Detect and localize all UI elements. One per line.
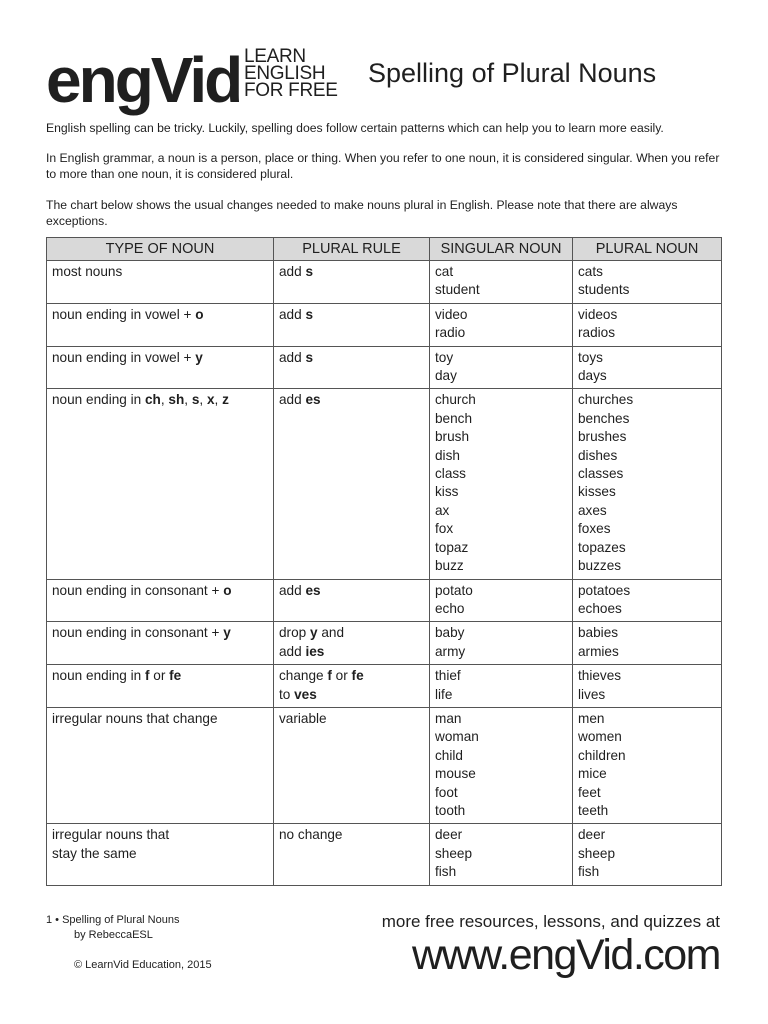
copyright-line: © LearnVid Education, 2015	[74, 959, 212, 971]
singular-nouns-cell	[430, 824, 573, 885]
noun-word: echoes	[578, 600, 622, 616]
noun-word: man	[435, 710, 462, 726]
plural-nouns-cell	[573, 261, 722, 304]
noun-word: brushes	[578, 429, 627, 445]
noun-word: feet	[578, 784, 601, 800]
intro-paragraph: In English grammar, a noun is a person, place or thing. When you refer to one noun, it is considered singular. When you refer to more than one noun, it is considered plural.	[46, 151, 720, 181]
plural-rule-cell: add s	[274, 303, 430, 346]
noun-word: cats	[578, 264, 603, 279]
noun-word: sheep	[435, 845, 473, 861]
noun-word: class	[435, 466, 466, 482]
noun-word: lives	[578, 686, 606, 702]
noun-word: fish	[435, 864, 457, 880]
noun-word: thief	[435, 668, 461, 684]
plural-rule-cell: drop y and add ies	[274, 622, 430, 665]
engvid-logo: engVid	[46, 44, 241, 116]
plural-nouns-cell	[573, 346, 722, 389]
noun-word: topazes	[578, 539, 626, 555]
noun-word: baby	[435, 625, 465, 641]
noun-word: army	[435, 643, 466, 659]
noun-type-cell: noun ending in ch, sh, s, x, z	[47, 389, 274, 579]
tagline-line: ENGLISH	[244, 63, 326, 84]
noun-word: deer	[578, 827, 606, 843]
noun-word: toys	[578, 349, 603, 365]
plural-rule-cell: add es	[274, 579, 430, 622]
noun-word: radio	[435, 325, 466, 341]
plural-nouns-cell	[573, 303, 722, 346]
noun-word: student	[435, 282, 480, 298]
noun-word: mouse	[435, 766, 476, 782]
tagline-line: LEARN	[244, 46, 306, 67]
noun-word: ax	[435, 502, 450, 518]
logo-tagline	[244, 48, 338, 99]
noun-word: church	[435, 392, 476, 408]
footer-promo	[382, 912, 720, 978]
noun-type-cell: noun ending in consonant + o	[47, 579, 274, 622]
noun-word: benches	[578, 410, 630, 426]
noun-type-cell: most nouns	[47, 261, 274, 304]
plural-nouns-cell	[573, 389, 722, 579]
noun-type-cell: irregular nouns that stay the same	[47, 824, 274, 885]
column-header: PLURAL NOUN	[573, 238, 722, 261]
table-row	[47, 622, 722, 665]
noun-word: fox	[435, 521, 454, 537]
noun-word: days	[578, 368, 607, 384]
noun-word: foot	[435, 784, 458, 800]
noun-word: children	[578, 747, 626, 763]
plural-nouns-cell	[573, 824, 722, 885]
plural-rule-cell: change f or fe to ves	[274, 665, 430, 708]
noun-word: topaz	[435, 539, 469, 555]
singular-nouns-cell	[430, 346, 573, 389]
noun-word: dishes	[578, 447, 618, 463]
noun-word: students	[578, 282, 630, 298]
plural-rule-cell: add s	[274, 346, 430, 389]
noun-word: fish	[578, 864, 600, 880]
noun-word: buzz	[435, 558, 464, 574]
plural-rule-cell: add s	[274, 261, 430, 304]
noun-word: potatoes	[578, 582, 631, 598]
noun-type-cell: noun ending in vowel + o	[47, 303, 274, 346]
plural-rule-cell: no change	[274, 824, 430, 885]
noun-word: churches	[578, 392, 634, 408]
noun-word: brush	[435, 429, 470, 445]
plural-rules-table	[46, 237, 722, 886]
noun-word: bench	[435, 410, 473, 426]
noun-word: sheep	[578, 845, 616, 861]
noun-word: kisses	[578, 484, 616, 500]
table-row	[47, 346, 722, 389]
noun-type-cell: irregular nouns that change	[47, 707, 274, 823]
noun-type-cell: noun ending in vowel + y	[47, 346, 274, 389]
promo-text: more free resources, lessons, and quizzes at	[381, 912, 720, 931]
noun-word: potato	[435, 582, 473, 598]
singular-nouns-cell	[430, 579, 573, 622]
noun-word: babies	[578, 625, 619, 641]
noun-word: child	[435, 747, 463, 763]
table-row	[47, 824, 722, 885]
table-row	[47, 707, 722, 823]
plural-nouns-cell	[573, 579, 722, 622]
footer-credits	[46, 913, 212, 973]
noun-word: day	[435, 368, 457, 384]
singular-nouns-cell	[430, 261, 573, 304]
page-number-line: 1 • Spelling of Plural Nouns	[46, 914, 180, 926]
table-row	[47, 303, 722, 346]
noun-word: women	[578, 729, 622, 745]
singular-nouns-cell	[430, 707, 573, 823]
table-header-row	[47, 238, 722, 261]
table-row	[47, 579, 722, 622]
noun-word: radios	[578, 325, 616, 341]
intro-paragraph: The chart below shows the usual changes needed to make nouns plural in English. Please note that there are always exceptions.	[46, 198, 678, 228]
noun-word: dish	[435, 447, 460, 463]
plural-nouns-cell	[573, 622, 722, 665]
noun-type-cell: noun ending in consonant + y	[47, 622, 274, 665]
noun-word: teeth	[578, 802, 609, 818]
noun-word: axes	[578, 502, 607, 518]
column-header: SINGULAR NOUN	[430, 238, 573, 261]
column-header: TYPE OF NOUN	[47, 238, 274, 261]
noun-word: videos	[578, 306, 618, 322]
table-row	[47, 261, 722, 304]
tagline-line: FOR FREE	[244, 80, 338, 101]
table-row	[47, 389, 722, 579]
intro-paragraph: English spelling can be tricky. Luckily, spelling does follow certain patterns which can help you to learn more easily.	[46, 121, 664, 135]
noun-word: tooth	[435, 802, 466, 818]
column-header: PLURAL RULE	[274, 238, 430, 261]
noun-word: thieves	[578, 668, 622, 684]
singular-nouns-cell	[430, 665, 573, 708]
plural-nouns-cell	[573, 665, 722, 708]
website-url: www.engVid.com	[411, 931, 720, 979]
noun-word: woman	[435, 729, 479, 745]
noun-word: men	[578, 710, 605, 726]
plural-rule-cell: variable	[274, 707, 430, 823]
singular-nouns-cell	[430, 389, 573, 579]
singular-nouns-cell	[430, 303, 573, 346]
noun-word: buzzes	[578, 558, 622, 574]
page-title: Spelling of Plural Nouns	[368, 58, 657, 88]
noun-word: foxes	[578, 521, 611, 537]
noun-word: cat	[435, 264, 454, 279]
table-body	[47, 261, 722, 886]
noun-word: armies	[578, 643, 619, 659]
author-line: by RebeccaESL	[74, 929, 153, 941]
table-row	[47, 665, 722, 708]
noun-word: echo	[435, 600, 465, 616]
noun-word: video	[435, 306, 468, 322]
noun-word: life	[435, 686, 453, 702]
noun-word: classes	[578, 466, 624, 482]
noun-word: deer	[435, 827, 463, 843]
noun-word: kiss	[435, 484, 459, 500]
noun-word: toy	[435, 349, 454, 365]
noun-word: mice	[578, 766, 607, 782]
noun-type-cell: noun ending in f or fe	[47, 665, 274, 708]
document-header	[46, 44, 726, 114]
plural-rule-cell: add es	[274, 389, 430, 579]
plural-nouns-cell	[573, 707, 722, 823]
singular-nouns-cell	[430, 622, 573, 665]
